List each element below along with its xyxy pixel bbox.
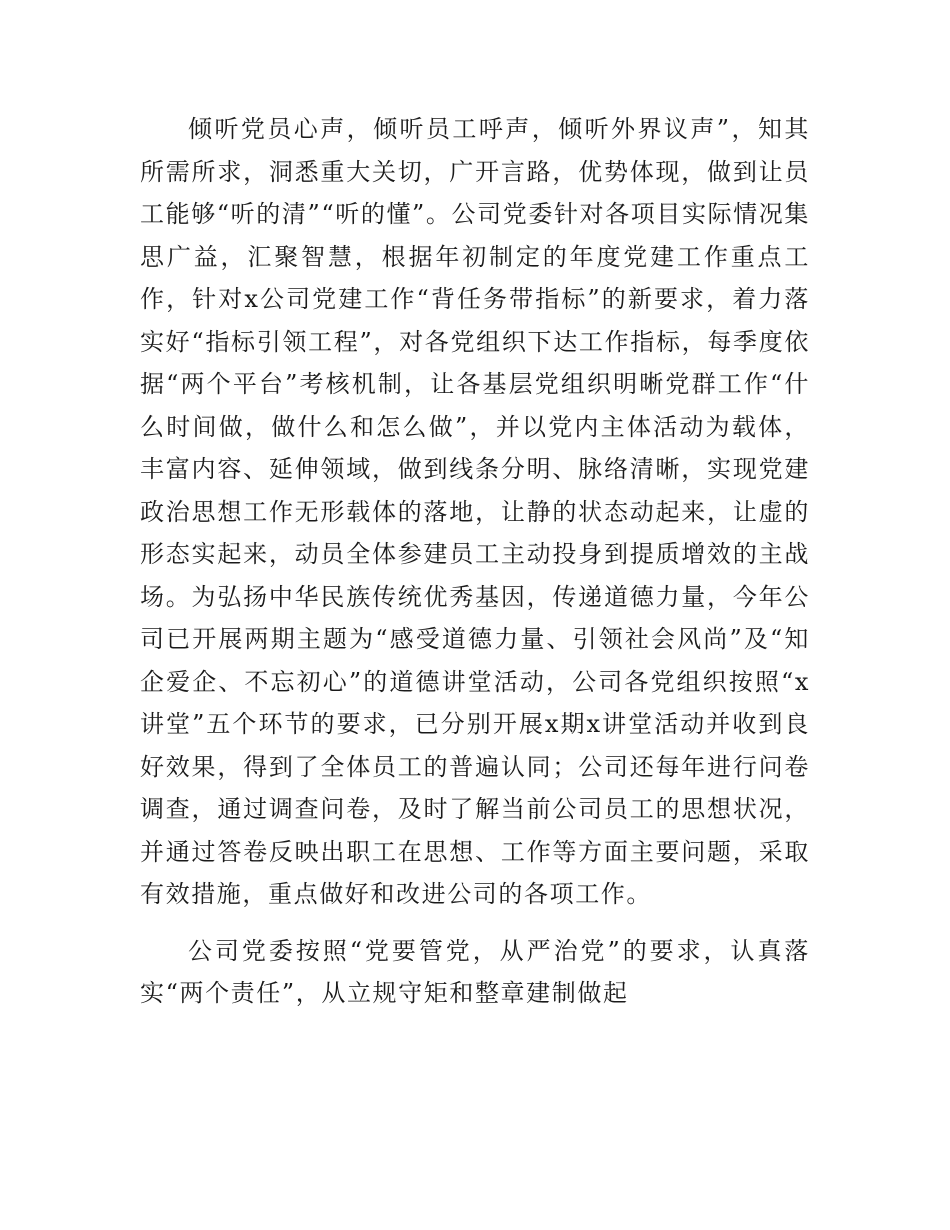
body-paragraph-2: 公司党委按照“党要管党，从严治党”的要求，认真落实“两个责任”，从立规守矩和整章建制做起 xyxy=(140,936,810,1007)
body-paragraph-1: 倾听党员心声，倾听员工呼声，倾听外界议声”，知其所需所求，洞悉重大关切，广开言路，优势体现，做到让员工能够“听的清”“听的懂”。公司党委针对各项目实际情况集思广益，汇聚智慧，根据年初制定的年度党建工作重点工作，针对x公司党建工作“背任务带指标”的新要求，着力落实好“指标引领工程”，对各党组织下达工作指标，每季度依据“两个平台”考核机制，让各基层党组织明晰党群工作“什么时间做，做什么和怎么做”，并以党内主体活动为载体，丰富内容、延伸领域，做到线条分明、脉络清晰，实现党建政治思想工作无形载体的落地，让静的状态动起来，让虚的形态实起来，动员全体参建员工主动投身到提质增效的主战场。为弘扬中华民族传统优秀基因，传递道德力量，今年公司已开展两期主题为“感受道德力量、引领社会风尚”及“知企爱企、不忘初心”的道德讲堂活动，公司各党组织按照“x讲堂”五个环节的要求，已分别开展x期x讲堂活动并收到良好效果，得到了全体员工的普遍认同；公司还每年进行问卷调查，通过调查问卷，及时了解当前公司员工的思想状况，并通过答卷反映出职工在思想、工作等方面主要问题，采取有效措施，重点做好和改进公司的各项工作。 xyxy=(140,115,810,908)
